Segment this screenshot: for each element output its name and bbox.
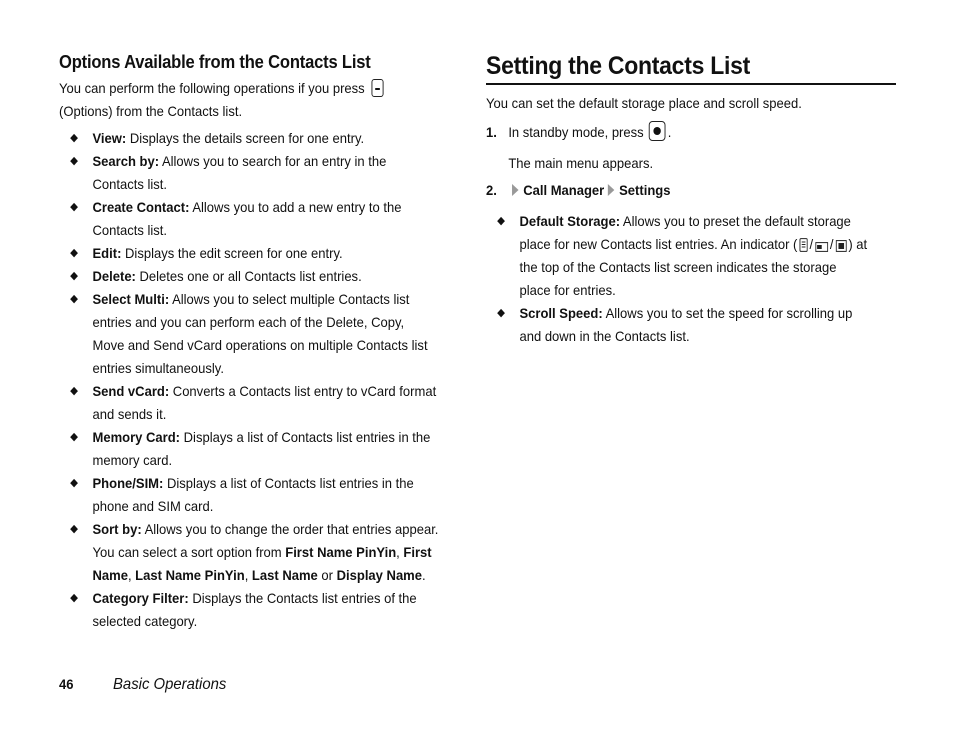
list-item: ◆ Create Contact: Allows you to add a new entry to the Contacts list. <box>59 196 438 242</box>
page-title: Setting the Contacts List <box>486 52 751 80</box>
menu-arrow-icon <box>608 184 615 196</box>
options-intro <box>59 77 438 123</box>
list-item: ◆ Delete: Deletes one or all Contacts list entries. <box>59 265 438 288</box>
list-item: ◆ Select Multi: Allows you to select multiple Contacts list entries and you can perform each of the Delete, Copy, Move and Send vCard operations on multiple Contacts list entries simultaneously. <box>59 288 438 380</box>
list-item-default-storage: ◆ Default Storage: Allows you to preset the default storage place for new Contacts list entries. An indicator ( / / ) at the top of the Contacts list screen indicates the storage place for entries. <box>486 210 867 302</box>
intro-text-after: (Options) from the Contacts list. <box>59 103 243 119</box>
list-item-scroll-speed: ◆ Scroll Speed: Allows you to set the speed for scrolling up and down in the Contacts list. <box>486 302 867 348</box>
diamond-bullet-icon: ◆ <box>70 155 79 167</box>
memory-card-icon <box>835 240 846 252</box>
diamond-bullet-icon: ◆ <box>70 270 79 282</box>
page-footer <box>59 676 235 694</box>
diamond-bullet-icon: ◆ <box>70 592 79 604</box>
setting-heading-block <box>486 52 896 85</box>
list-item-sort-by: ◆ Sort by: Allows you to change the order that entries appear. You can select a sort option from First Name PinYin, First Name, Last Name PinYin, Last Name or Display Name. <box>59 518 438 587</box>
diamond-bullet-icon: ◆ <box>497 215 506 227</box>
page-number: 46 <box>59 676 74 692</box>
list-item: ◆ View: Displays the details screen for one entry. <box>59 127 438 150</box>
diamond-bullet-icon: ◆ <box>70 385 79 397</box>
list-item: ◆ Search by: Allows you to search for an entry in the Contacts list. <box>59 150 438 196</box>
list-item: ◆ Edit: Displays the edit screen for one entry. <box>59 242 438 265</box>
right-column <box>486 52 896 348</box>
list-item: ◆ Category Filter: Displays the Contacts list entries of the selected category. <box>59 587 438 633</box>
list-item: ◆ Memory Card: Displays a list of Contacts list entries in the memory card. <box>59 426 438 472</box>
left-column <box>59 52 467 633</box>
section-title: Basic Operations <box>113 676 227 693</box>
list-item: ◆ Send vCard: Converts a Contacts list entry to vCard format and sends it. <box>59 380 438 426</box>
diamond-bullet-icon: ◆ <box>70 201 79 213</box>
step-1-result: The main menu appears. <box>508 155 654 171</box>
options-list <box>59 127 438 633</box>
diamond-bullet-icon: ◆ <box>70 132 79 144</box>
step-2: 2. Call Manager Settings <box>486 182 671 198</box>
intro-text-before: You can perform the following operations if you press <box>59 80 365 96</box>
options-heading: Options Available from the Contacts List <box>59 52 371 72</box>
phone-memory-icon <box>799 238 807 252</box>
step-1: 1. In standby mode, press . <box>486 121 867 144</box>
menu-arrow-icon <box>512 184 519 196</box>
sim-card-icon <box>815 242 828 252</box>
diamond-bullet-icon: ◆ <box>70 247 79 259</box>
left-soft-key-icon <box>371 79 383 97</box>
list-item: ◆ Phone/SIM: Displays a list of Contacts list entries in the phone and SIM card. <box>59 472 438 518</box>
setting-intro: You can set the default storage place and scroll speed. <box>486 95 802 111</box>
diamond-bullet-icon: ◆ <box>70 431 79 443</box>
diamond-bullet-icon: ◆ <box>497 307 506 319</box>
settings-list <box>486 210 867 348</box>
diamond-bullet-icon: ◆ <box>70 293 79 305</box>
center-key-icon <box>649 121 666 141</box>
diamond-bullet-icon: ◆ <box>70 523 79 535</box>
diamond-bullet-icon: ◆ <box>70 477 79 489</box>
